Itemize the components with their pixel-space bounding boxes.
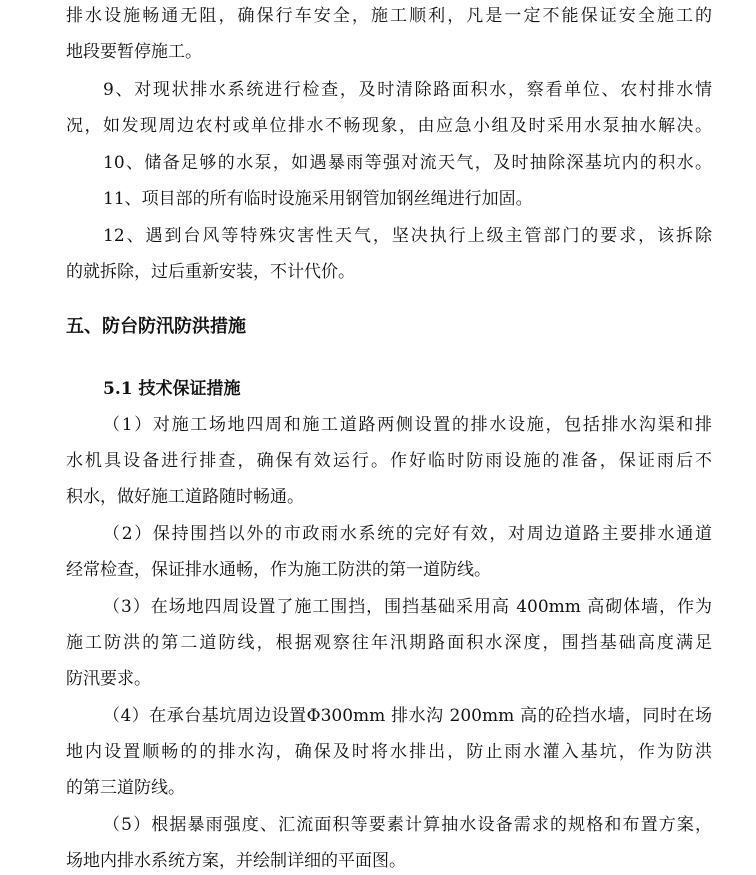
- intro-line-2: 地段要暂停施工。: [66, 42, 202, 62]
- measure-1-line-1: （1）对施工场地四周和施工道路两侧设置的排水设施，包括排水沟渠和排: [103, 415, 712, 435]
- measure-2-line-1: （2）保持围挡以外的市政雨水系统的完好有效，对周边道路主要排水通道: [103, 524, 712, 544]
- item-10-line-1: 10、储备足够的水泵，如遇暴雨等强对流天气，及时抽除深基坑内的积水。: [103, 153, 712, 173]
- measure-3-line-1: （3）在场地四周设置了施工围挡，围挡基础采用高 400mm 高砌体墙，作为: [103, 597, 712, 617]
- measure-4-line-3: 的第三道防线。: [66, 778, 185, 798]
- measure-5-line-2: 场地内排水系统方案，并绘制详细的平面图。: [66, 851, 406, 871]
- measure-4-line-2: 地内设置顺畅的的排水沟，确保及时将水排出，防止雨水灌入基坑，作为防洪: [66, 742, 712, 762]
- measure-1-line-3: 积水，做好施工道路随时畅通。: [66, 487, 304, 507]
- item-12-line-1: 12、遇到台风等特殊灾害性天气，坚决执行上级主管部门的要求，该拆除: [103, 226, 712, 246]
- item-11-line-1: 11、项目部的所有临时设施采用钢管加钢丝绳进行加固。: [103, 189, 533, 209]
- intro-line-1: 排水设施畅通无阻，确保行车安全，施工顺利，凡是一定不能保证安全施工的: [66, 6, 712, 26]
- item-12-line-2: 的就拆除，过后重新安装，不计代价。: [66, 262, 355, 282]
- section-title: 五、防台防汛防洪措施: [66, 316, 246, 337]
- item-9-line-2: 况，如发现周边农村或单位排水不畅现象，由应急小组及时采用水泵抽水解决。: [66, 116, 712, 136]
- measure-3-line-3: 防汛要求。: [66, 669, 151, 689]
- measure-5-line-1: （5）根据暴雨强度、汇流面积等要素计算抽水设备需求的规格和布置方案，: [103, 815, 712, 835]
- measure-4-line-1: （4）在承台基坑周边设置Φ300mm 排水沟 200mm 高的砼挡水墙，同时在场: [103, 706, 712, 726]
- measure-3-line-2: 施工防洪的第二道防线，根据观察往年汛期路面积水深度，围挡基础高度满足: [66, 633, 712, 653]
- item-9-line-1: 9、对现状排水系统进行检查，及时清除路面积水，察看单位、农村排水情: [103, 80, 712, 100]
- subsection-title: 5.1 技术保证措施: [103, 379, 241, 399]
- measure-1-line-2: 水机具设备进行排查，确保有效运行。作好临时防雨设施的准备，保证雨后不: [66, 451, 712, 471]
- measure-2-line-2: 经常检查，保证排水通畅，作为施工防洪的第一道防线。: [66, 560, 491, 580]
